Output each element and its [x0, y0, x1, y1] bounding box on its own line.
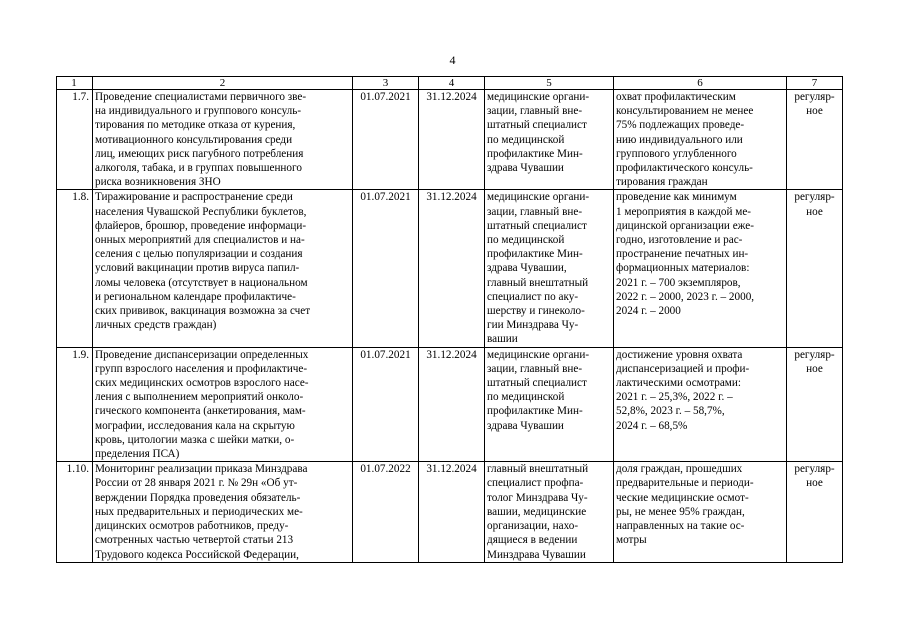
end-date: 31.12.2024 [419, 462, 485, 562]
page-number: 4 [449, 53, 456, 67]
item-number: 1.7. [57, 90, 93, 190]
start-date: 01.07.2021 [353, 190, 419, 347]
header-col-6: 6 [614, 77, 787, 90]
expected-result: проведение как минимум 1 мероприятия в каждой ме- дицинской организации еже- годно, изготовление и рас- пространение печатных ин- формационных материалов: 2021 г. – 700 экземпляров, 2022 г. – 2000, 2023 г. – 2000, 2024 г. – 2000 [614, 190, 787, 347]
measure-description: Проведение диспансеризации определенных групп взрослого населения и профилактиче- ских медицинских осмотров взрослого насе- ления с выполнением мероприятий онколо- гического компонента (анкетирования, мам- мографии, исследования кала на скрытую кровь, цитологии мазка с шейки матки, о- пределения ПСА) [93, 347, 353, 462]
start-date: 01.07.2022 [353, 462, 419, 562]
periodicity: регуляр- ное [787, 347, 843, 462]
table-row [57, 190, 843, 347]
measure-description: Проведение специалистами первичного зве- на индивидуального и группового консуль- тирования по методике отказа от курения, мотивационного консультирования среди лиц, имеющих риск пагубного потребления алкоголя, табака, и в группах повышенного риска возникновения ЗНО [93, 90, 353, 190]
periodicity: регуляр- ное [787, 462, 843, 562]
header-col-5: 5 [485, 77, 614, 90]
item-number: 1.8. [57, 190, 93, 347]
header-col-3: 3 [353, 77, 419, 90]
measure-description: Тиражирование и распространение среди населения Чувашской Республики буклетов, флайеров, брошюр, проведение информаци- онных мероприятий для специалистов и на- селения с целью популяризации и создания условий вакцинации против вируса папил- ломы человека (отсутствует в национальном и региональном календаре профилактиче- ских прививок, вакцинация возможна за счет личных средств граждан) [93, 190, 353, 347]
end-date: 31.12.2024 [419, 347, 485, 462]
start-date: 01.07.2021 [353, 90, 419, 190]
measure-description: Мониторинг реализации приказа Минздрава России от 28 января 2021 г. № 29н «Об ут- верждении Порядка проведения обязатель- ных предварительных и периодических ме- дицинских осмотров работников, преду- смотренных частью четвертой статьи 213 Трудового кодекса Российской Федерации, [93, 462, 353, 562]
end-date: 31.12.2024 [419, 90, 485, 190]
table-row [57, 462, 843, 562]
header-col-7: 7 [787, 77, 843, 90]
executors: главный внештатный специалист профпа- толог Минздрава Чу- вашии, медицинские организации, нахо- дящиеся в ведении Минздрава Чувашии [485, 462, 614, 562]
table-row [57, 347, 843, 462]
item-number: 1.10. [57, 462, 93, 562]
expected-result: достижение уровня охвата диспансеризацией и профи- лактическими осмотрами: 2021 г. – 25,3%, 2022 г. – 52,8%, 2023 г. – 58,7%, 2024 г. – 68,5% [614, 347, 787, 462]
table-header-row [57, 77, 843, 90]
periodicity: регуляр- ное [787, 90, 843, 190]
header-col-2: 2 [93, 77, 353, 90]
expected-result: доля граждан, прошедших предварительные и периоди- ческие медицинские осмот- ры, не менее 95% граждан, направленных на такие ос- мотры [614, 462, 787, 562]
periodicity: регуляр- ное [787, 190, 843, 347]
start-date: 01.07.2021 [353, 347, 419, 462]
executors: медицинские органи- зации, главный вне- штатный специалист по медицинской профилактике Мин- здрава Чувашии [485, 90, 614, 190]
end-date: 31.12.2024 [419, 190, 485, 347]
header-col-1: 1 [57, 77, 93, 90]
measures-table [56, 76, 843, 563]
table-row [57, 90, 843, 190]
executors: медицинские органи- зации, главный вне- штатный специалист по медицинской профилактике Мин- здрава Чувашии, главный внештатный специалист по аку- шерству и гинеколо- гии Минздрава Чу- вашии [485, 190, 614, 347]
executors: медицинские органи- зации, главный вне- штатный специалист по медицинской профилактике Мин- здрава Чувашии [485, 347, 614, 462]
header-col-4: 4 [419, 77, 485, 90]
expected-result: охват профилактическим консультированием не менее 75% подлежащих проведе- нию индивидуального или группового углубленного профилактического консуль- тирования граждан [614, 90, 787, 190]
item-number: 1.9. [57, 347, 93, 462]
